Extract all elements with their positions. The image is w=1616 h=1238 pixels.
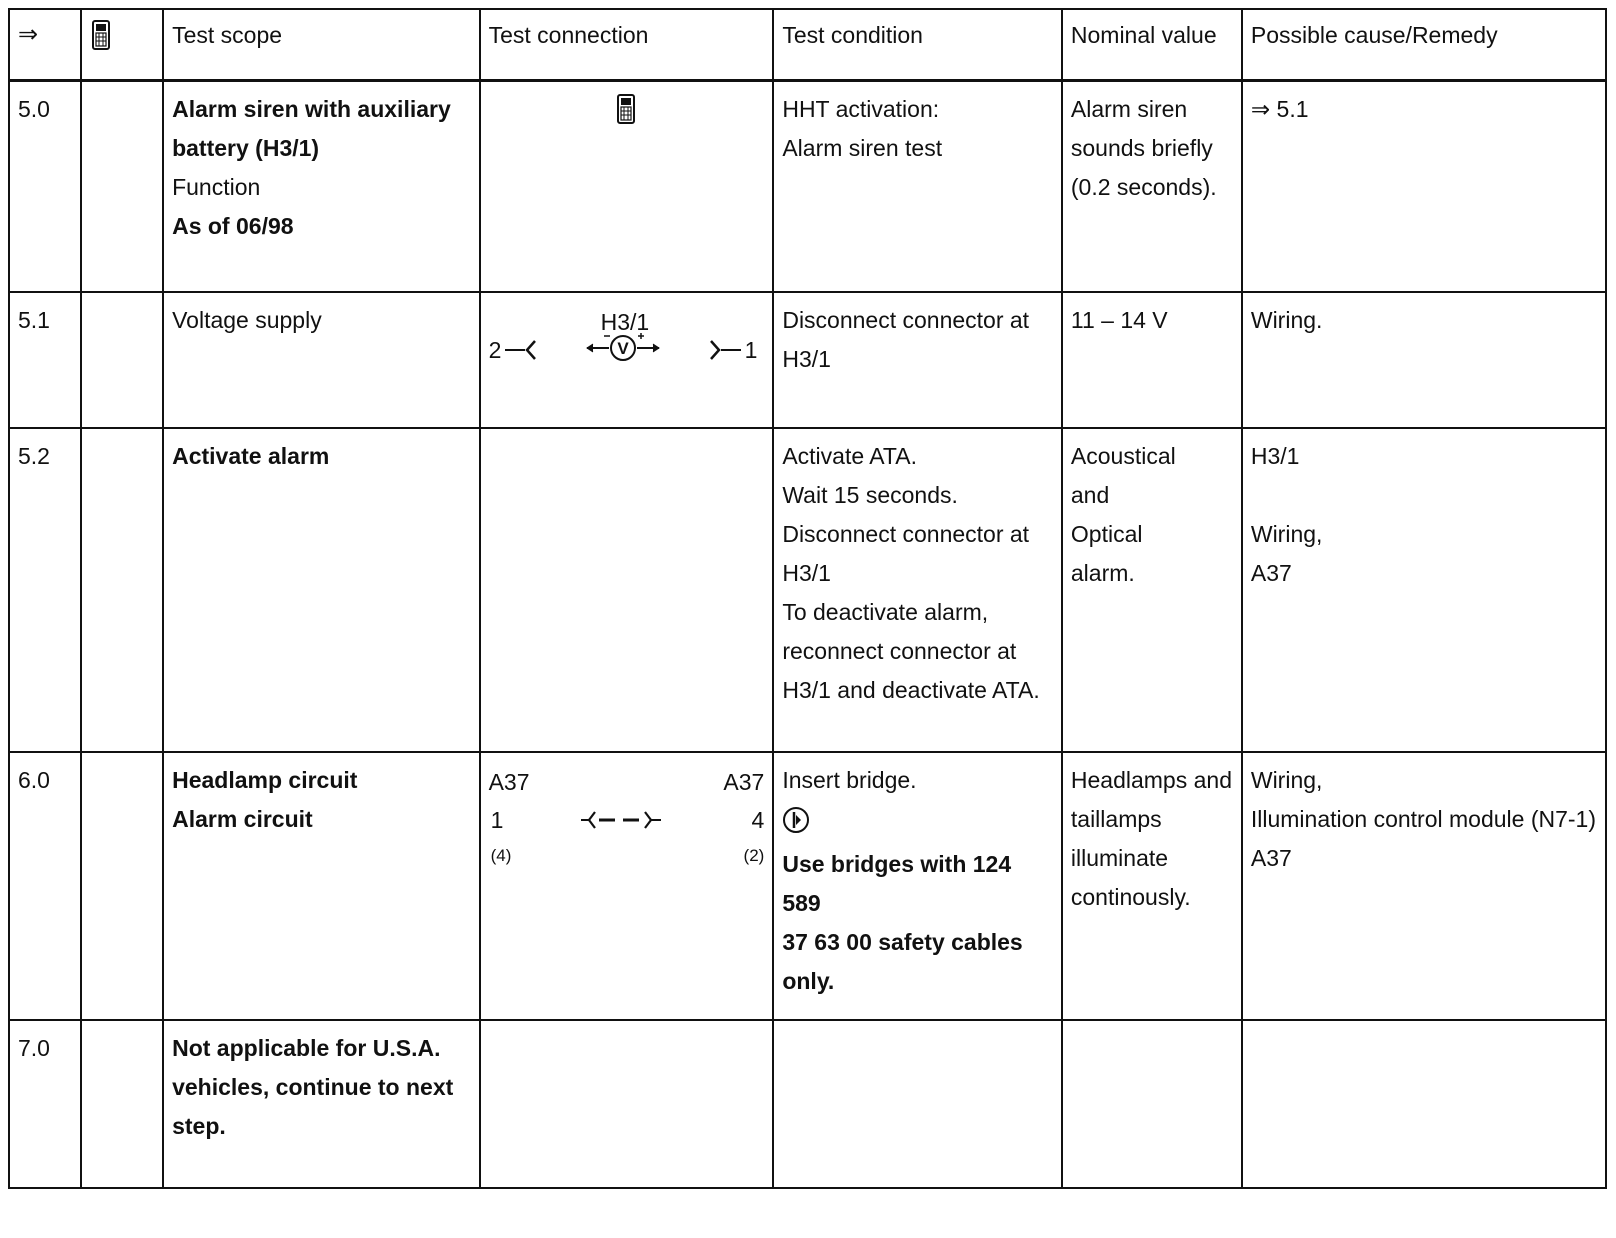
connector-right-icon xyxy=(707,337,743,363)
left-pin: 2 xyxy=(488,336,502,363)
left-pin: 1 xyxy=(490,806,504,833)
table-row xyxy=(9,1020,1606,1188)
left-component: A37 xyxy=(488,768,530,795)
right-pin: 1 xyxy=(744,336,758,363)
nominal-value: Alarm siren sounds briefly (0.2 seconds). xyxy=(1070,96,1217,200)
nominal-value: 11 – 14 V xyxy=(1070,306,1168,333)
nominal-value: Acoustical and Optical alarm. xyxy=(1070,442,1176,586)
voltmeter-icon xyxy=(585,329,661,363)
test-scope: Activate alarm xyxy=(172,442,330,469)
table-row xyxy=(9,81,1606,292)
bridge-warning-icon xyxy=(782,805,810,835)
table-row xyxy=(9,428,1606,752)
test-scope: Voltage supply xyxy=(172,306,322,333)
component-label: H3/1 xyxy=(600,308,650,335)
header-hht xyxy=(81,9,163,81)
step-number: 6.0 xyxy=(18,766,50,793)
step-number: 5.1 xyxy=(18,306,50,333)
right-pin: 4 xyxy=(751,806,765,833)
table-row xyxy=(9,292,1606,428)
header-row xyxy=(9,9,1606,81)
test-scope: Headlamp circuit Alarm circuit xyxy=(172,766,358,832)
left-alt-pin: (4) xyxy=(490,845,512,865)
test-scope: Not applicable for U.S.A. vehicles, continue to next step. xyxy=(172,1034,454,1139)
header-test-connection: Test connection xyxy=(480,9,774,81)
possible-cause: H3/1 Wiring, A37 xyxy=(1250,442,1323,586)
test-condition: Disconnect connector at H3/1 xyxy=(782,306,1030,372)
header-test-scope: Test scope xyxy=(163,9,480,81)
test-scope: Alarm siren with auxiliary battery (H3/1) Function As of 06/98 xyxy=(172,96,451,239)
test-condition: Activate ATA. Wait 15 seconds. Disconnect connector at H3/1 To deactivate alarm, reconnect connector at H3/1 and deactivate ATA. xyxy=(782,442,1040,703)
svg-text:V: V xyxy=(616,338,629,358)
test-condition: HHT activation: Alarm siren test xyxy=(782,96,943,161)
test-connection xyxy=(481,82,773,136)
nominal-value: Headlamps and taillamps illuminate continously. xyxy=(1070,766,1232,910)
possible-cause: Wiring. xyxy=(1250,306,1323,333)
header-arrow: ⇒ xyxy=(9,9,81,81)
table-row xyxy=(9,752,1606,1020)
step-number: 5.2 xyxy=(18,442,50,469)
hand-held-tester-icon xyxy=(92,20,110,50)
step-number: 7.0 xyxy=(18,1034,50,1061)
connector-left-icon xyxy=(503,337,541,363)
possible-cause: ⇒ 5.1 xyxy=(1250,96,1309,122)
test-connection xyxy=(481,753,773,877)
right-alt-pin: (2) xyxy=(743,845,765,865)
test-condition: Insert bridge. Use bridges with 124 589 37 63 00 safety cables only. xyxy=(782,766,1023,994)
hand-held-tester-icon xyxy=(617,94,635,124)
test-connection xyxy=(481,293,773,387)
bridge-cable-icon xyxy=(579,807,663,833)
header-nominal-value: Nominal value xyxy=(1062,9,1242,81)
step-number: 5.0 xyxy=(18,96,50,122)
possible-cause: Wiring, Illumination control module (N7-1) A37 xyxy=(1250,766,1597,871)
test-table xyxy=(8,8,1607,1189)
right-component: A37 xyxy=(723,768,765,795)
header-test-condition: Test condition xyxy=(773,9,1062,81)
test-procedure-sheet xyxy=(8,8,1608,1232)
header-possible-cause: Possible cause/Remedy xyxy=(1242,9,1606,81)
